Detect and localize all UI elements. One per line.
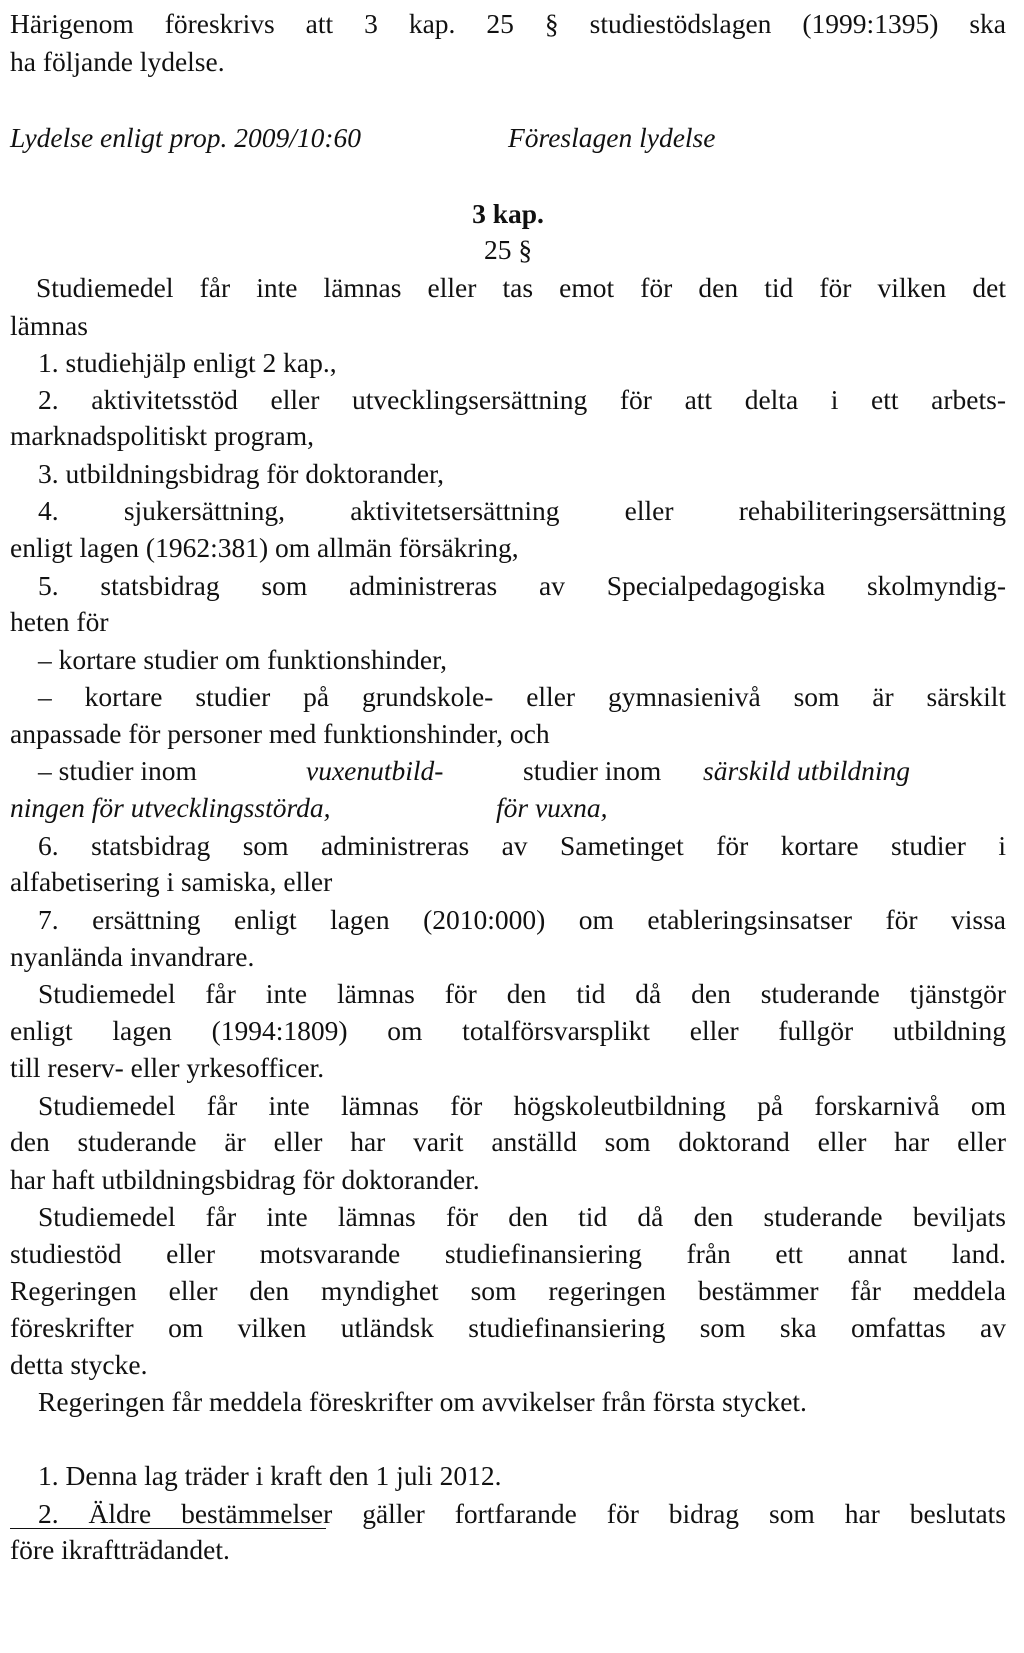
footnote-1: 1. Denna lag träder i kraft den 1 juli 2012.: [38, 1460, 502, 1491]
intro-line-2: ha följande lydelse.: [10, 46, 225, 77]
item-2-line-2: marknadspolitiskt program,: [10, 420, 314, 451]
item-4-line-2: enligt lagen (1962:381) om allmän försäkring,: [10, 532, 519, 563]
dash-item-2-line-1: – kortare studier på grundskole- eller gymnasienivå som är särskilt: [38, 681, 1006, 712]
intro-line-1: Härigenom föreskrivs att 3 kap. 25 § studiestödslagen (1999:1395) ska: [10, 8, 1006, 39]
dash-item-2-line-2: anpassade för personer med funktionshinder, och: [10, 718, 550, 749]
item-4-line-1: 4. sjukersättning, aktivitetsersättning eller rehabiliteringsersättning: [38, 495, 1006, 526]
split-left-continued: ningen för utvecklingsstörda,: [10, 792, 331, 823]
p4-line-3: Regeringen eller den myndighet som regeringen bestämmer får meddela: [10, 1275, 1006, 1306]
split-right-continued: för vuxna,: [496, 792, 608, 823]
split-left-italic: vuxenutbild-: [306, 755, 444, 786]
section-heading: 25 §: [483, 234, 533, 265]
split-right-italic: särskild utbildning: [703, 755, 911, 786]
item-3: 3. utbildningsbidrag för doktorander,: [38, 458, 444, 489]
footnote-2-line-2: före ikraftträdandet.: [10, 1534, 230, 1565]
p2-line-2: enligt lagen (1994:1809) om totalförsvarsplikt eller fullgör utbildning: [10, 1015, 1006, 1046]
p3-line-3: har haft utbildningsbidrag för doktorander.: [10, 1164, 480, 1195]
footnote-2-line-1: 2. Äldre bestämmelser gäller fortfarande för bidrag som har beslutats: [38, 1498, 1006, 1529]
item-2-line-1: 2. aktivitetsstöd eller utvecklingsersättning för att delta i ett arbets-: [38, 384, 1006, 415]
p3-line-2: den studerande är eller har varit anställd som doktorand eller har eller: [10, 1126, 1006, 1157]
p1-line-2: lämnas: [10, 310, 88, 341]
dash-item-1: – kortare studier om funktionshinder,: [38, 644, 448, 675]
item-1: 1. studiehjälp enligt 2 kap.,: [38, 347, 337, 378]
item-7-line-1: 7. ersättning enligt lagen (2010:000) om etableringsinsatser för vissa: [38, 904, 1006, 935]
p1-line-1: Studiemedel får inte lämnas eller tas emot för den tid för vilken det: [36, 272, 1006, 303]
chapter-heading: 3 kap.: [472, 198, 544, 229]
item-6-line-1: 6. statsbidrag som administreras av Sametinget för kortare studier i: [38, 830, 1006, 861]
current-wording-heading: Lydelse enligt prop. 2009/10:60: [10, 122, 362, 153]
item-5-line-2: heten för: [10, 606, 109, 637]
p4-line-2: studiestöd eller motsvarande studiefinansiering från ett annat land.: [10, 1238, 1006, 1269]
split-right-text: studier inom: [523, 755, 662, 786]
split-left-text: – studier inom: [38, 755, 197, 786]
p4-line-1: Studiemedel får inte lämnas för den tid då den studerande beviljats: [38, 1201, 1006, 1232]
p5: Regeringen får meddela föreskrifter om avvikelser från första stycket.: [38, 1386, 807, 1417]
p2-line-1: Studiemedel får inte lämnas för den tid då den studerande tjänstgör: [38, 978, 1006, 1009]
proposed-wording-heading: Föreslagen lydelse: [508, 122, 716, 153]
item-7-line-2: nyanlända invandrare.: [10, 941, 255, 972]
item-6-line-2: alfabetisering i samiska, eller: [10, 866, 333, 897]
item-5-line-1: 5. statsbidrag som administreras av Specialpedagogiska skolmyndig-: [38, 570, 1006, 601]
p4-line-5: detta stycke.: [10, 1349, 148, 1380]
p3-line-1: Studiemedel får inte lämnas för högskoleutbildning på forskarnivå om: [38, 1090, 1006, 1121]
p2-line-3: till reserv- eller yrkesofficer.: [10, 1052, 325, 1083]
p4-line-4: föreskrifter om vilken utländsk studiefinansiering som ska omfattas av: [10, 1312, 1006, 1343]
